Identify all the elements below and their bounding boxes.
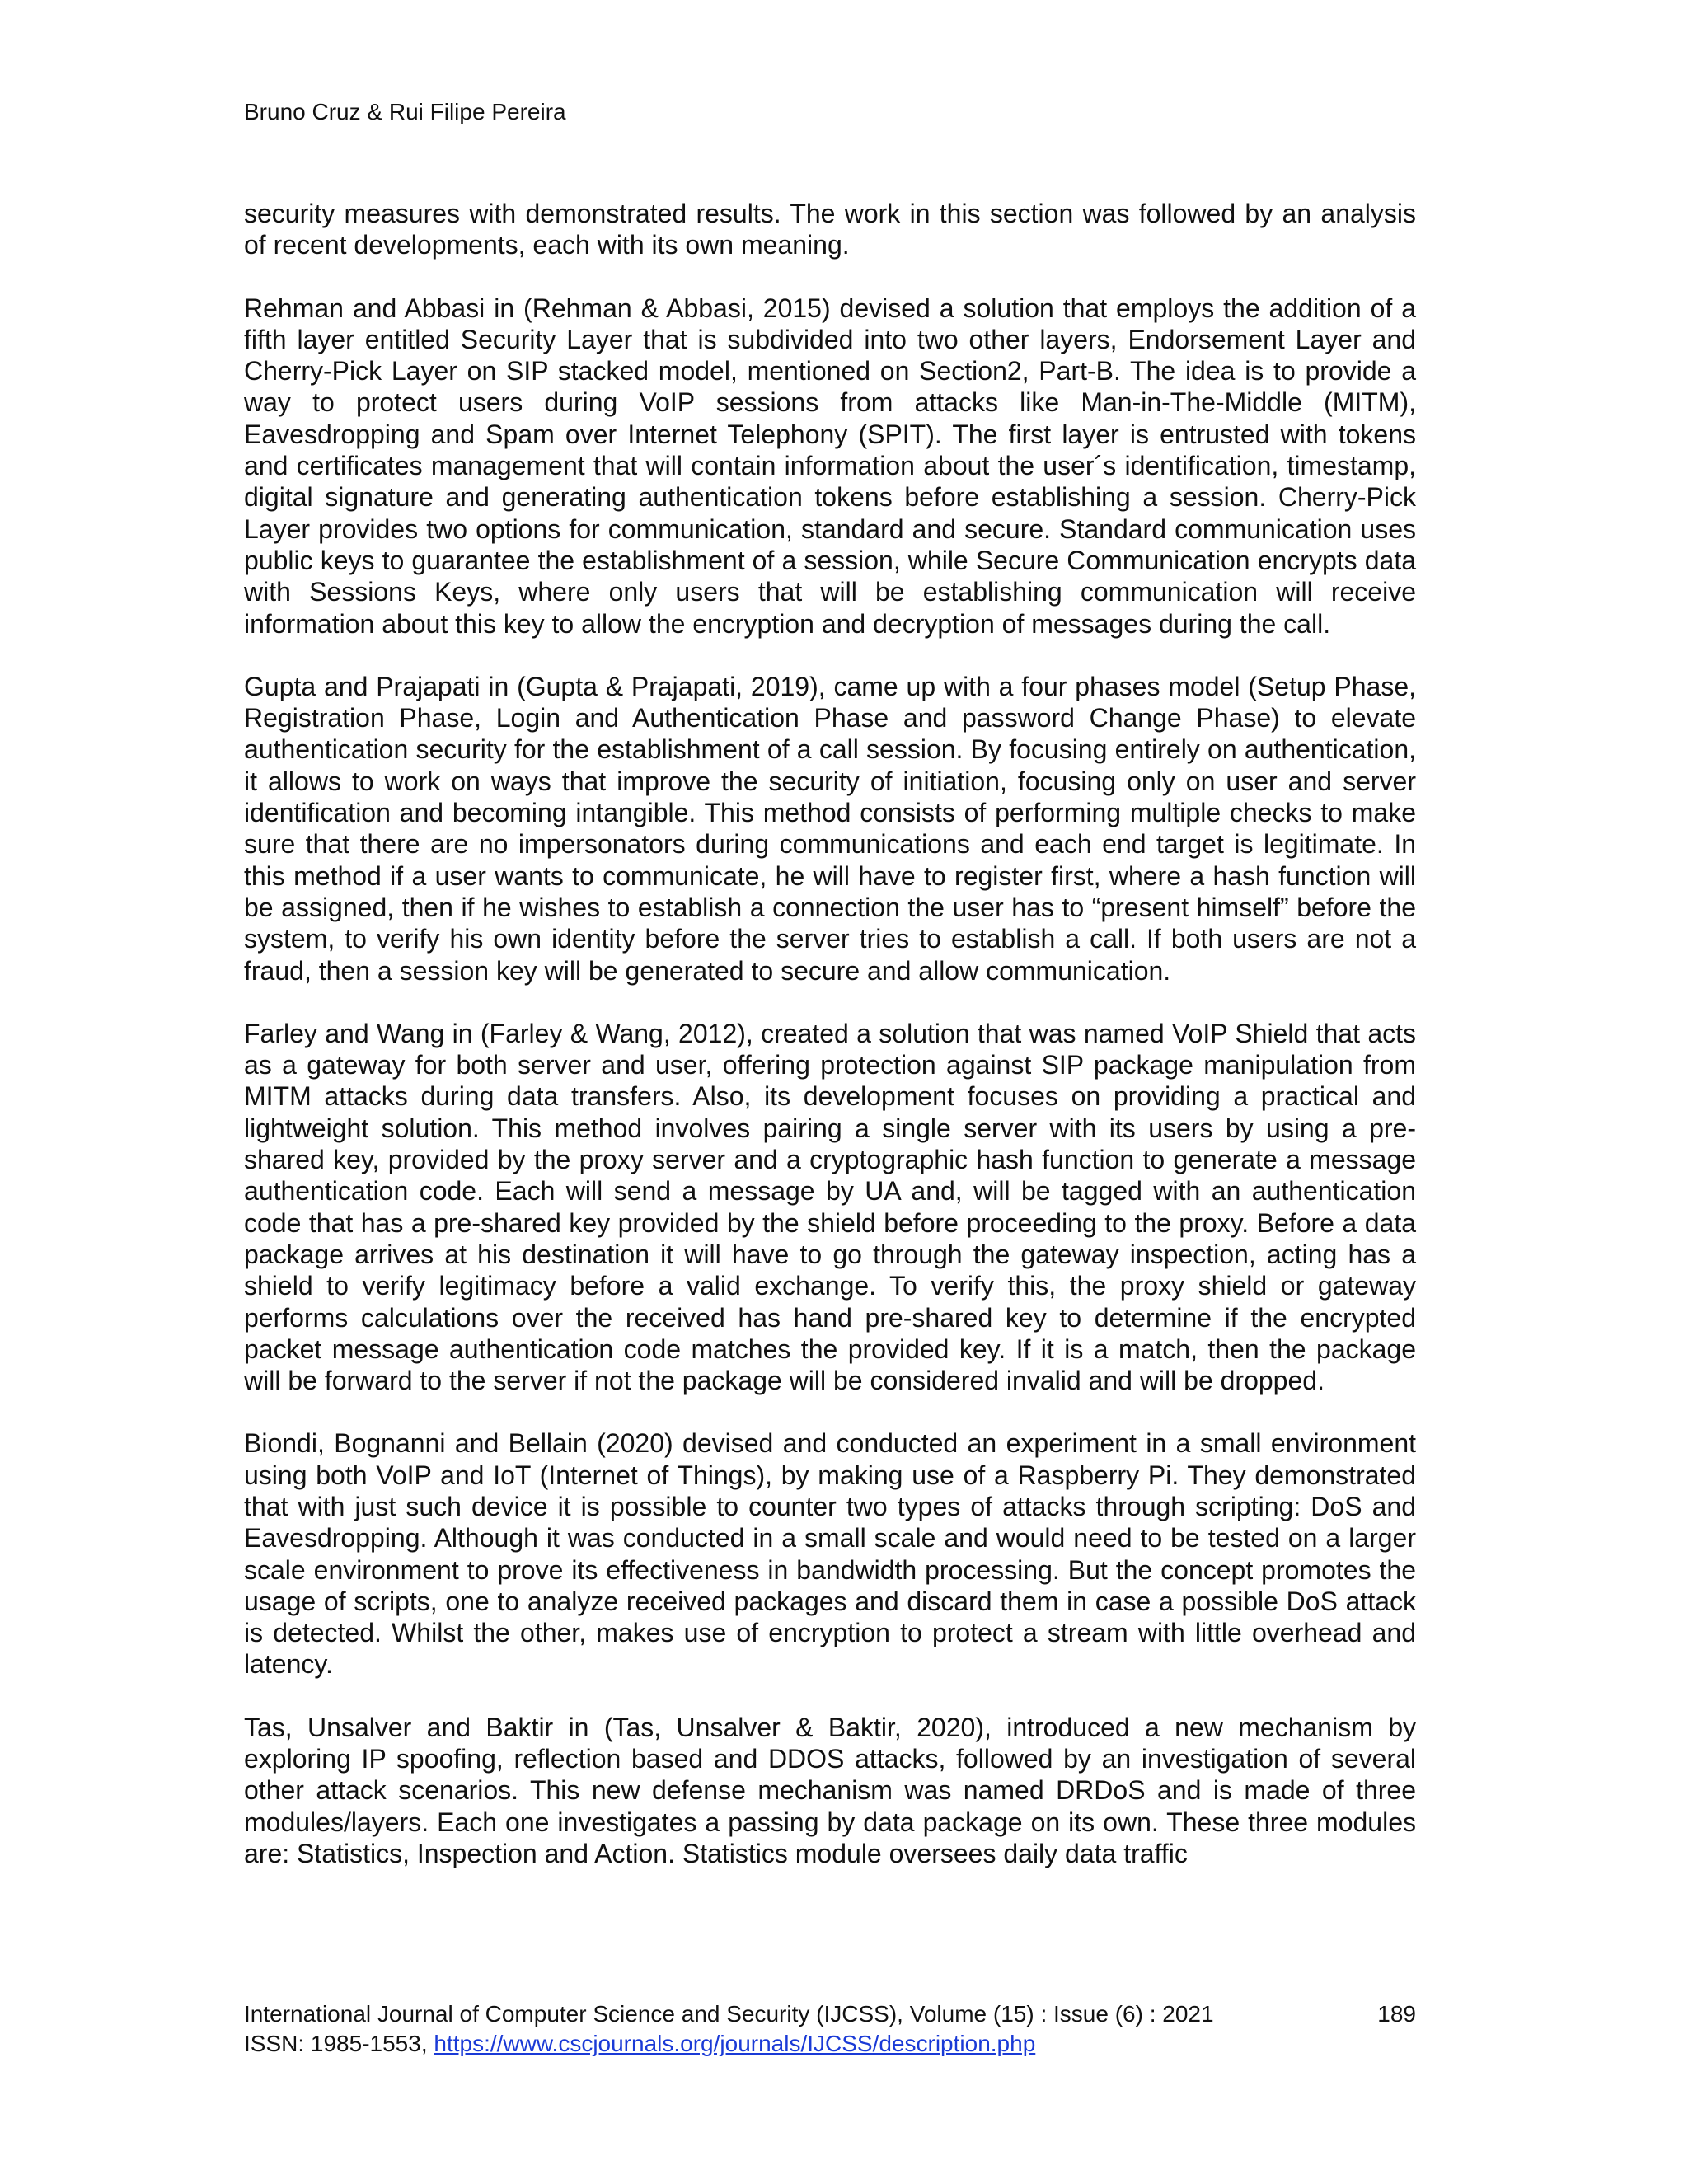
paragraph-farley-wang: Farley and Wang in (Farley & Wang, 2012), created a solution that was named VoIP Shield that acts as a gateway for both server and user, offering protection against SIP package manipulation from MITM attacks during data transfers. Also, its development focuses on providing a practical and lightweight solution. This method involves pairing a single server with its users by using a pre-shared key, provided by the proxy server and a cryptographic hash function to generate a message authentication code. Each will send a message by UA and, will be tagged with an authentication code that has a pre-shared key provided by the shield before proceeding to the proxy. Before a data package arrives at his destination it will have to go through the gateway inspection, acting has a shield to verify legitimacy before a valid exchange. To verify this, the proxy shield or gateway performs calculations over the received has hand pre-shared key to determine if the encrypted packet message authentication code matches the provided key. If it is a match, then the package will be forward to the server if not the package will be considered invalid and will be dropped. (244, 1018, 1416, 1396)
paragraph-intro: security measures with demonstrated results. The work in this section was followed by an analysis of recent developments, each with its own meaning. (244, 199, 1416, 260)
footer-issn: ISSN: 1985-1553, (244, 2031, 434, 2056)
page-footer (244, 1999, 1416, 2059)
paragraph-tas: Tas, Unsalver and Baktir in (Tas, Unsalver & Baktir, 2020), introduced a new mechanism by exploring IP spoofing, reflection based and DDOS attacks, followed by an investigation of several other attack scenarios. This new defense mechanism was named DRDoS and is made of three modules/layers. Each one investigates a passing by data package on its own. These three modules are: Statistics, Inspection and Action. Statistics module oversees daily data traffic (244, 1712, 1416, 1868)
article-body (244, 198, 1416, 1900)
running-header-authors: Bruno Cruz & Rui Filipe Pereira (244, 99, 566, 124)
footer-issn-line (244, 2029, 1416, 2059)
paragraph-gupta-prajapati: Gupta and Prajapati in (Gupta & Prajapati, 2019), came up with a four phases model (Setup Phase, Registration Phase, Login and Authentication Phase and password Change Phase) to elevate authentication security for the establishment of a call session. By focusing entirely on authentication, it allows to work on ways that improve the security of initiation, focusing only on user and server identification and becoming intangible. This method consists of performing multiple checks to make sure that there are no impersonators during communications and each end target is legitimate. In this method if a user wants to communicate, he will have to register first, where a hash function will be assigned, then if he wishes to establish a connection the user has to “present himself” before the system, to verify his own identity before the server tries to establish a call. If both users are not a fraud, then a session key will be generated to secure and allow communication. (244, 671, 1416, 986)
paragraph-rehman-abbasi: Rehman and Abbasi in (Rehman & Abbasi, 2015) devised a solution that employs the addition of a fifth layer entitled Security Layer that is subdivided into two other layers, Endorsement Layer and Cherry-Pick Layer on SIP stacked model, mentioned on Section2, Part-B. The idea is to provide a way to protect users during VoIP sessions from attacks like Man-in-The-Middle (MITM), Eavesdropping and Spam over Internet Telephony (SPIT). The first layer is entrusted with tokens and certificates management that will contain information about the user´s identification, timestamp, digital signature and generating authentication tokens before establishing a session. Cherry-Pick Layer provides two options for communication, standard and secure. Standard communication uses public keys to guarantee the establishment of a session, while Secure Communication encrypts data with Sessions Keys, where only users that will be establishing communication will receive information about this key to allow the encryption and decryption of messages during the call. (244, 293, 1416, 639)
journal-url-link[interactable]: https://www.cscjournals.org/journals/IJCSS/description.php (434, 2031, 1036, 2056)
paragraph-biondi: Biondi, Bognanni and Bellain (2020) devised and conducted an experiment in a small environment using both VoIP and IoT (Internet of Things), by making use of a Raspberry Pi. They demonstrated that with just such device it is possible to counter two types of attacks through scripting: DoS and Eavesdropping. Although it was conducted in a small scale and would need to be tested on a larger scale environment to prove its effectiveness in bandwidth processing. But the concept promotes the usage of scripts, one to analyze received packages and discard them in case a possible DoS attack is detected. Whilst the other, makes use of encryption to protect a stream with little overhead and latency. (244, 1428, 1416, 1680)
page-number: 189 (1377, 2001, 1416, 2027)
footer-journal-info: International Journal of Computer Science and Security (IJCSS), Volume (15) : Issue (6) : 2021 (244, 2001, 1214, 2027)
